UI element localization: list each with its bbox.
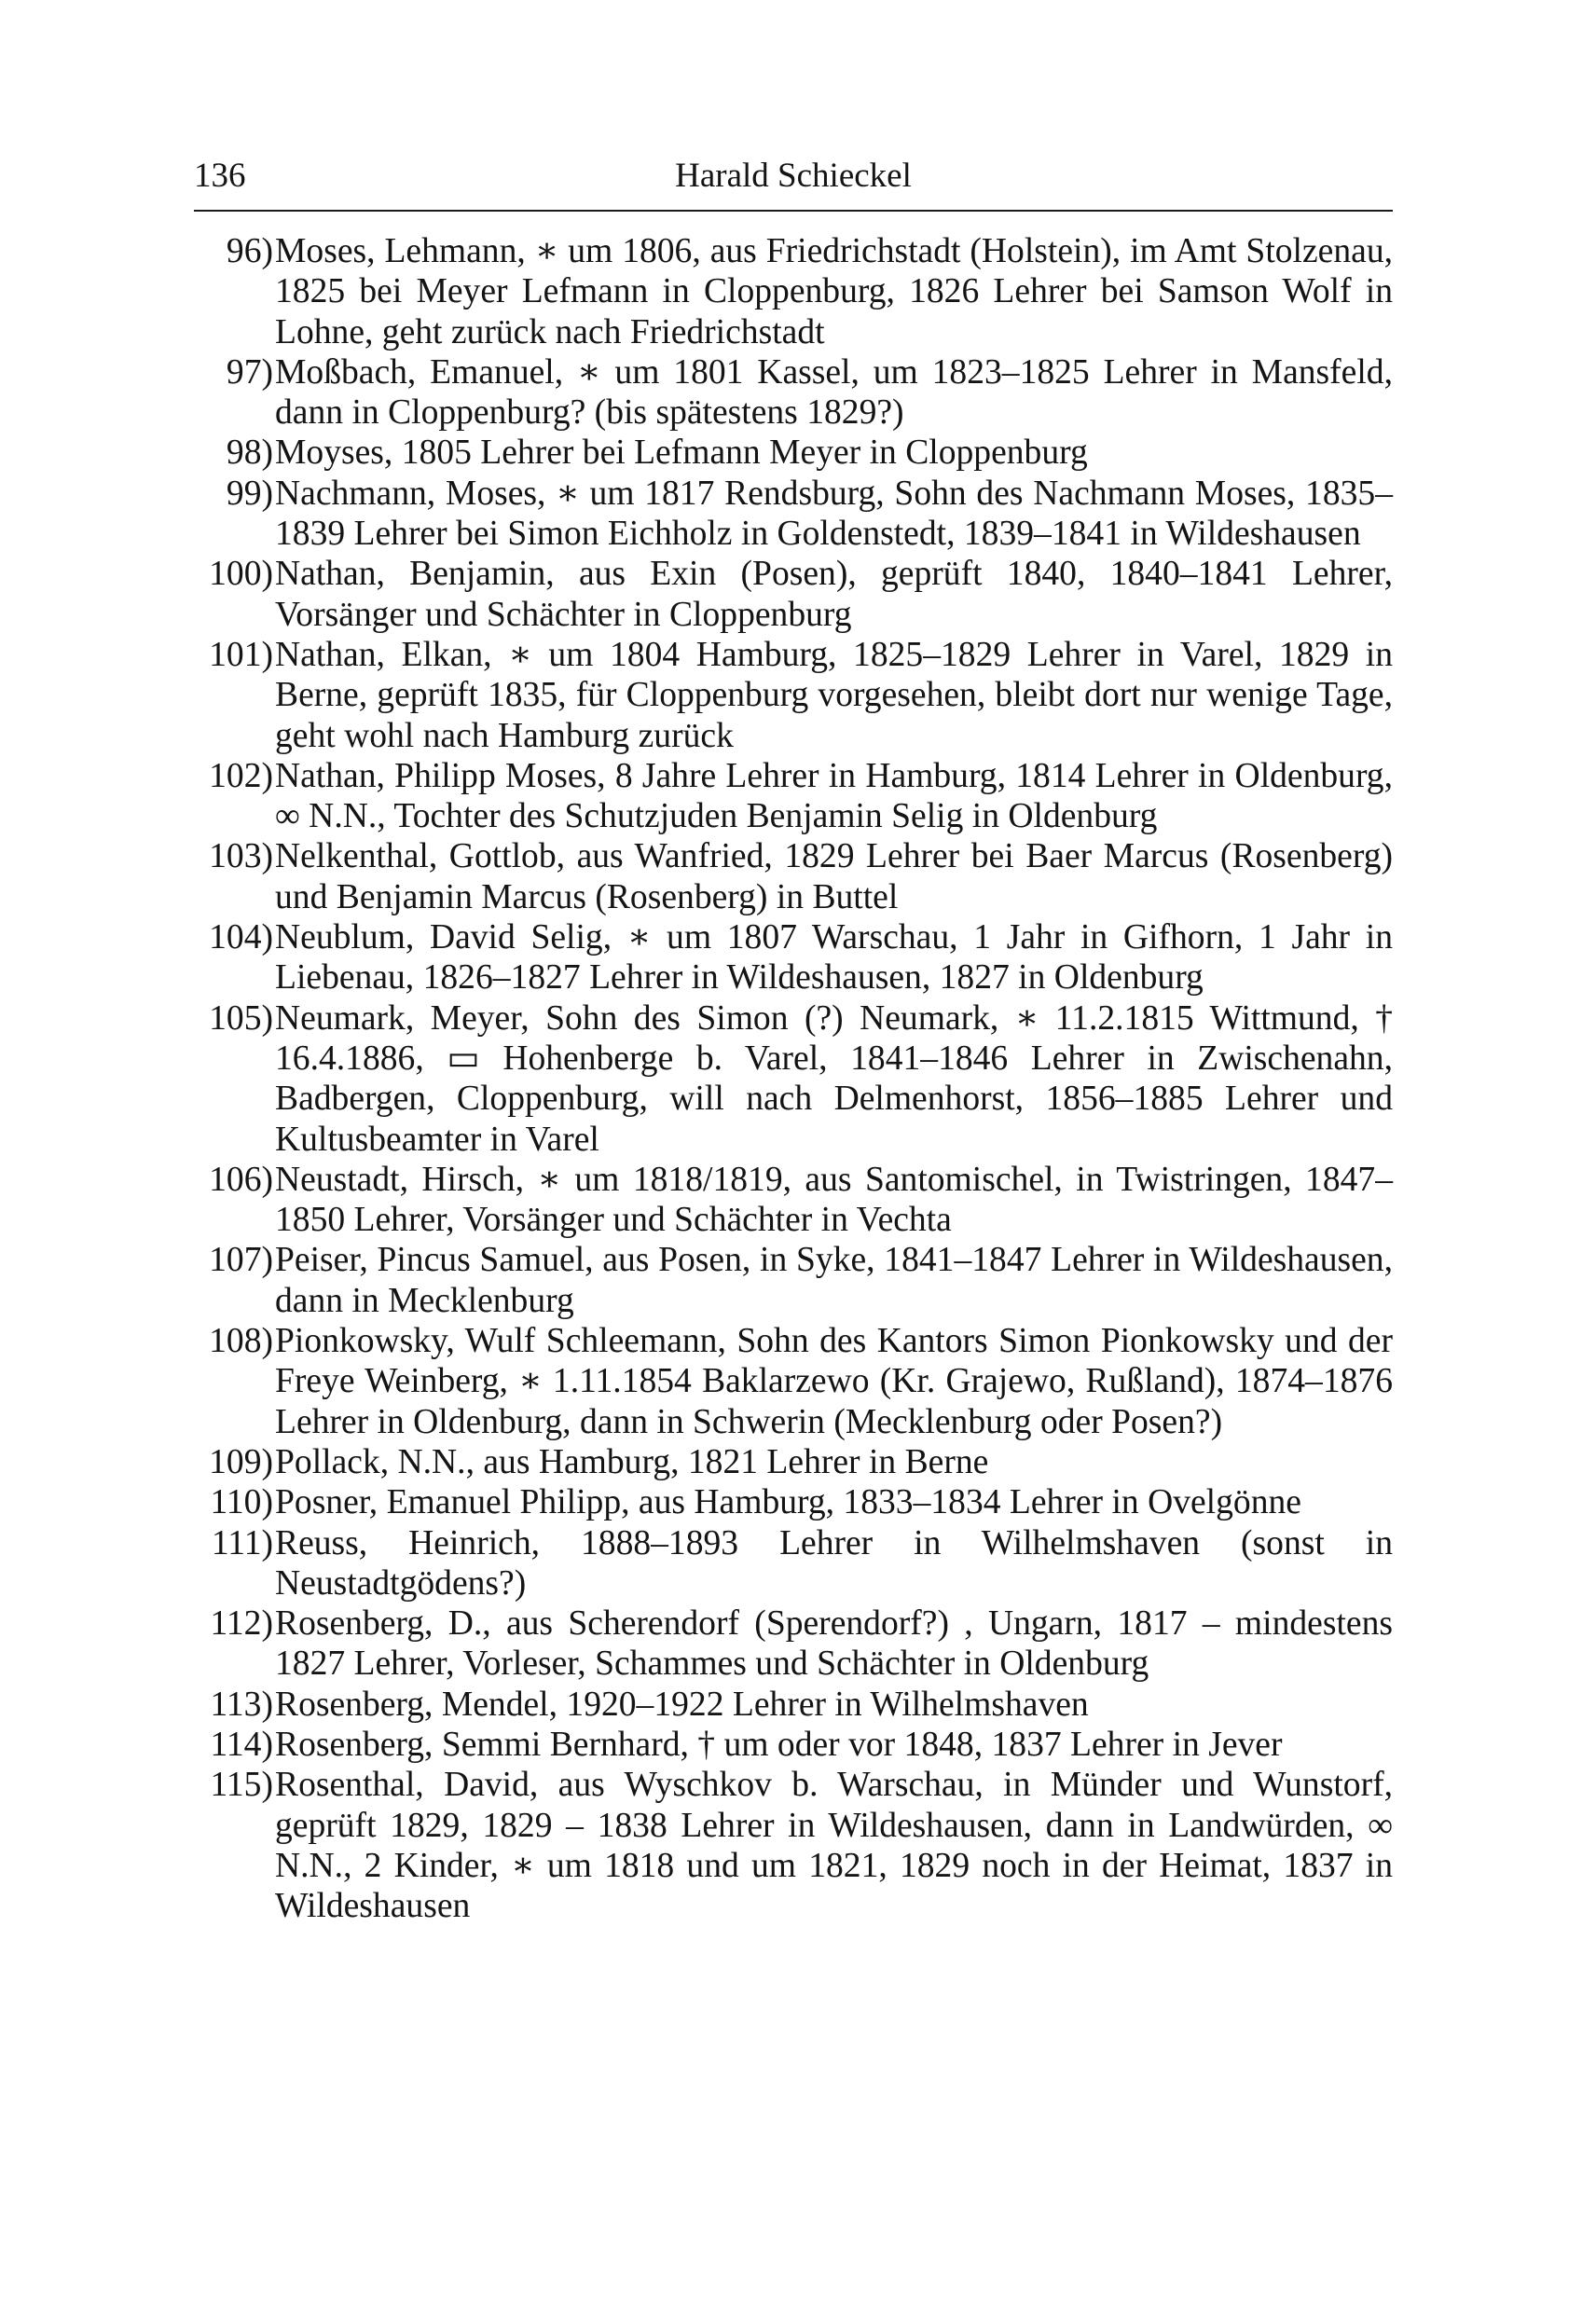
list-item [186,1240,1393,1321]
list-item [186,1523,1393,1604]
entry-number: 100) [209,555,273,594]
entry-number: 101) [209,635,273,674]
entry-number: 115) [210,1766,273,1805]
list-item [186,756,1393,837]
list-item [186,917,1393,998]
entry-number: 108) [209,1322,273,1361]
running-title: Harald Schieckel [675,157,912,195]
entry-number: 107) [209,1241,273,1280]
entry-text: Reuss, Heinrich, 1888–1893 Lehrer in Wilhelmshaven (sonst in Neustadtgödens?) [275,1523,1393,1603]
entry-text: Nathan, Benjamin, aus Exin (Posen), geprüft 1840, 1840–1841 Lehrer, Vorsänger und Schächter in Cloppenburg [275,555,1393,634]
list-item [186,352,1393,434]
entry-number: 111) [211,1523,273,1562]
entry-text: Pionkowsky, Wulf Schleemann, Sohn des Kantors Simon Pionkowsky und der Freye Weinberg, ∗ 1.11.1854 Baklarzewo (Kr. Grajewo, Rußland), 1874–1876 Lehrer in Oldenburg, dann in Schwerin (Mecklenburg oder Posen?) [275,1322,1393,1441]
entry-number: 102) [209,756,273,795]
list-item [186,1725,1393,1765]
entry-text: Moßbach, Emanuel, ∗ um 1801 Kassel, um 1823–1825 Lehrer in Mansfeld, dann in Cloppenburg? (bis spätestens 1829?) [275,352,1393,433]
list-item [186,474,1393,555]
entry-text: Neumark, Meyer, Sohn des Simon (?) Neumark, ∗ 11.2.1815 Wittmund, † 16.4.1886, ▭ Hohenberge b. Varel, 1841–1846 Lehrer in Zwischenahn, Badbergen, Cloppenburg, will nach Delmenhorst, 1856–1885 Lehrer und Kultusbeamter in Varel [275,998,1393,1159]
page-number: 136 [194,157,246,195]
entry-text: Rosenberg, Semmi Bernhard, † um oder vor 1848, 1837 Lehrer in Jever [275,1725,1283,1764]
list-item [186,1685,1393,1725]
list-item [186,1765,1393,1926]
entry-text: Nelkenthal, Gottlob, aus Wanfried, 1829 Lehrer bei Baer Marcus (Rosenberg) und Benjamin Marcus (Rosenberg) in Buttel [275,837,1393,916]
list-item [186,1442,1393,1482]
entry-number: 103) [209,837,273,876]
entry-number: 105) [209,998,273,1038]
entry-text: Moses, Lehmann, ∗ um 1806, aus Friedrichstadt (Holstein), im Amt Stolzenau, 1825 bei Meyer Lefmann in Cloppenburg, 1826 Lehrer bei Samson Wolf in Lohne, geht zurück nach Friedrichstadt [275,232,1393,351]
entry-text: Pollack, N.N., aus Hamburg, 1821 Lehrer in Berne [275,1442,989,1481]
entry-text: Rosenberg, D., aus Scherendorf (Sperendorf?) , Ungarn, 1817 – mindestens 1827 Lehrer, Vorleser, Schammes und Schächter in Oldenburg [275,1604,1393,1684]
entry-text: Nachmann, Moses, ∗ um 1817 Rendsburg, Sohn des Nachmann Moses, 1835–1839 Lehrer bei Simon Eichholz in Goldenstedt, 1839–1841 in Wildeshausen [275,474,1393,554]
entry-list [186,231,1393,1926]
entry-text: Nathan, Elkan, ∗ um 1804 Hamburg, 1825–1829 Lehrer in Varel, 1829 in Berne, geprüft 1835, für Cloppenburg vorgesehen, bleibt dort nur wenige Tage, geht wohl nach Hamburg zurück [275,635,1393,755]
list-item [186,635,1393,756]
entry-text: Moyses, 1805 Lehrer bei Lefmann Meyer in Cloppenburg [275,434,1088,473]
entry-number: 114) [210,1725,273,1764]
entry-text: Rosenthal, David, aus Wyschkov b. Warschau, in Münder und Wunstorf, geprüft 1829, 1829 – 1838 Lehrer in Wildeshausen, dann in Landwürden, ∞ N.N., 2 Kinder, ∗ um 1818 und um 1821, 1829 noch in der Heimat, 1837 in Wildeshausen [275,1766,1393,1926]
header-rule [194,210,1393,212]
entry-text: Rosenberg, Mendel, 1920–1922 Lehrer in Wilhelmshaven [275,1685,1089,1724]
entry-text: Neustadt, Hirsch, ∗ um 1818/1819, aus Santomischel, in Twistringen, 1847–1850 Lehrer, Vorsänger und Schächter in Vechta [275,1160,1393,1240]
entry-text: Nathan, Philipp Moses, 8 Jahre Lehrer in Hamburg, 1814 Lehrer in Oldenburg, ∞ N.N., Tochter des Schutzjuden Benjamin Selig in Oldenburg [275,756,1393,836]
entry-number: 99) [226,474,273,513]
list-item [186,554,1393,635]
entry-number: 98) [226,434,273,473]
list-item [186,1603,1393,1685]
list-item [186,1482,1393,1522]
entry-text: Peiser, Pincus Samuel, aus Posen, in Syke, 1841–1847 Lehrer in Wildeshausen, dann in Mecklenburg [275,1241,1393,1320]
entry-number: 112) [210,1604,273,1644]
list-item [186,998,1393,1160]
entry-number: 106) [209,1160,273,1199]
list-item [186,433,1393,473]
list-item [186,1321,1393,1442]
entry-number: 110) [210,1483,273,1522]
entry-text: Posner, Emanuel Philipp, aus Hamburg, 1833–1834 Lehrer in Ovelgönne [275,1483,1301,1522]
list-item [186,231,1393,352]
running-head [194,153,1393,200]
entry-number: 113) [210,1685,273,1724]
entry-number: 97) [226,352,273,392]
entry-number: 109) [209,1442,273,1481]
list-item [186,1160,1393,1241]
entry-number: 96) [226,232,273,270]
entry-text: Neublum, David Selig, ∗ um 1807 Warschau, 1 Jahr in Gifhorn, 1 Jahr in Liebenau, 1826–1827 Lehrer in Wildeshausen, 1827 in Oldenburg [275,918,1393,998]
entry-number: 104) [209,918,273,957]
list-item [186,836,1393,917]
